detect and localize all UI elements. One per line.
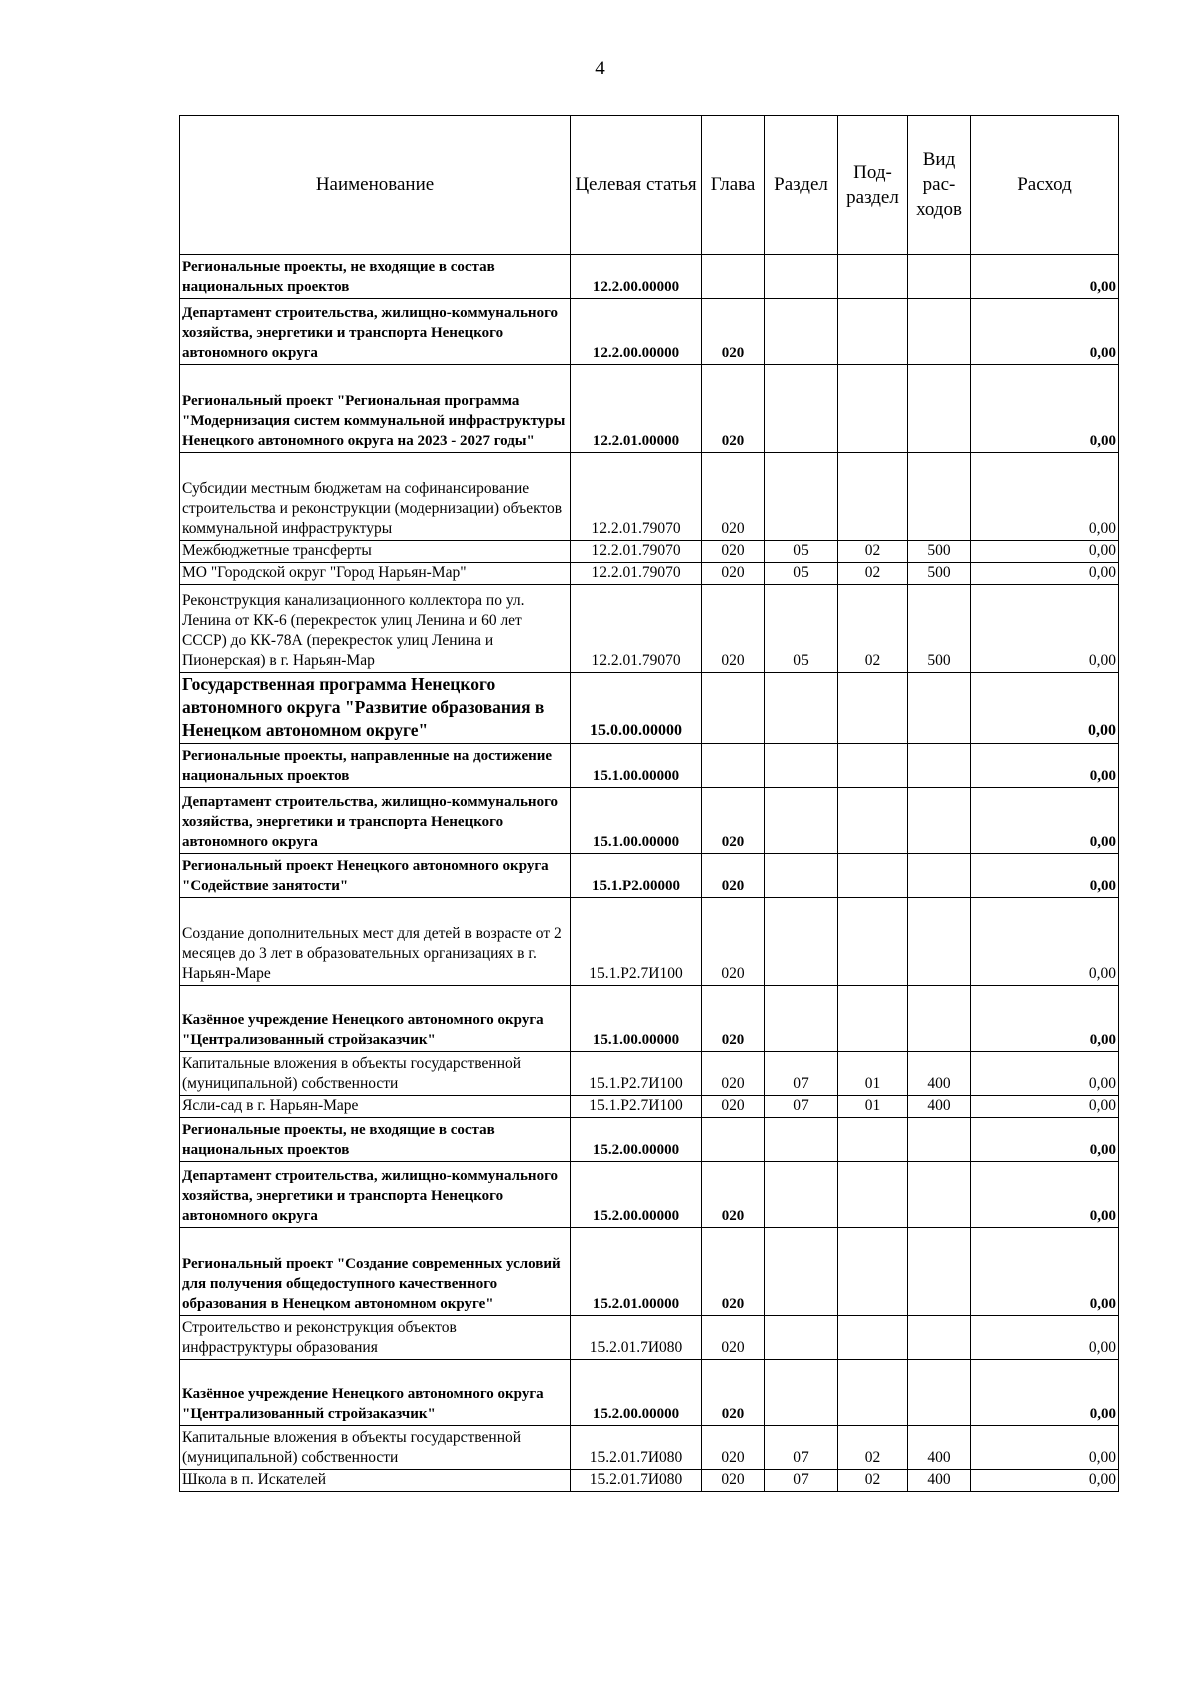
header-row — [180, 116, 1119, 255]
row-section — [765, 788, 838, 854]
table-row — [180, 1470, 1119, 1492]
row-section — [765, 744, 838, 788]
row-name: Реконструкция канализационного коллектора по ул. Ленина от КК-6 (перекресток улиц Ленина и 60 лет СССР) до КК-78А (перекресток улиц Ленина и Пионерская) в г. Нарьян-Мар — [180, 585, 571, 673]
row-section: 05 — [765, 541, 838, 563]
page-number: 4 — [595, 58, 605, 79]
table-row — [180, 365, 1119, 453]
row-name: Государственная программа Ненецкого автономного округа "Развитие образования в Ненецком автономном округе" — [180, 673, 571, 744]
row-amount: 0,00 — [971, 1052, 1119, 1096]
row-expense-type — [908, 255, 971, 299]
row-subsection: 02 — [838, 541, 908, 563]
table-row — [180, 541, 1119, 563]
row-subsection: 02 — [838, 563, 908, 585]
row-chapter: 020 — [702, 1096, 765, 1118]
row-name: Департамент строительства, жилищно-коммунального хозяйства, энергетики и транспорта Ненецкого автономного округа — [180, 788, 571, 854]
table-row — [180, 453, 1119, 541]
row-amount: 0,00 — [971, 1316, 1119, 1360]
row-chapter: 020 — [702, 986, 765, 1052]
row-amount: 0,00 — [971, 1470, 1119, 1492]
row-name: Капитальные вложения в объекты государственной (муниципальной) собственности — [180, 1052, 571, 1096]
row-section — [765, 854, 838, 898]
row-name: МО "Городской округ "Город Нарьян-Мар" — [180, 563, 571, 585]
row-expense-type — [908, 854, 971, 898]
row-amount: 0,00 — [971, 1426, 1119, 1470]
row-chapter: 020 — [702, 563, 765, 585]
row-target-article: 15.1.00.00000 — [571, 986, 702, 1052]
row-target-article: 15.2.01.7И080 — [571, 1316, 702, 1360]
row-target-article: 15.2.01.7И080 — [571, 1426, 702, 1470]
row-amount: 0,00 — [971, 788, 1119, 854]
row-chapter — [702, 673, 765, 744]
row-subsection — [838, 986, 908, 1052]
row-section — [765, 1162, 838, 1228]
row-section: 05 — [765, 563, 838, 585]
table-row — [180, 1360, 1119, 1426]
row-subsection — [838, 299, 908, 365]
row-amount: 0,00 — [971, 563, 1119, 585]
row-amount: 0,00 — [971, 365, 1119, 453]
row-section — [765, 898, 838, 986]
row-name: Департамент строительства, жилищно-коммунального хозяйства, энергетики и транспорта Ненецкого автономного округа — [180, 1162, 571, 1228]
row-expense-type — [908, 986, 971, 1052]
row-target-article: 15.2.00.00000 — [571, 1360, 702, 1426]
row-name: Региональные проекты, не входящие в состав национальных проектов — [180, 1118, 571, 1162]
table-row — [180, 898, 1119, 986]
row-name: Департамент строительства, жилищно-коммунального хозяйства, энергетики и транспорта Ненецкого автономного округа — [180, 299, 571, 365]
table-row — [180, 1118, 1119, 1162]
row-section — [765, 673, 838, 744]
row-section — [765, 299, 838, 365]
table-row — [180, 1316, 1119, 1360]
row-expense-type — [908, 365, 971, 453]
row-subsection — [838, 453, 908, 541]
budget-table — [179, 115, 1119, 1492]
row-name: Казённое учреждение Ненецкого автономного округа "Централизованный стройзаказчик" — [180, 986, 571, 1052]
row-name: Капитальные вложения в объекты государственной (муниципальной) собственности — [180, 1426, 571, 1470]
header-target: Целевая статья — [571, 116, 702, 255]
table-row — [180, 1096, 1119, 1118]
row-name: Региональные проекты, не входящие в состав национальных проектов — [180, 255, 571, 299]
table-row — [180, 788, 1119, 854]
row-expense-type: 500 — [908, 585, 971, 673]
row-subsection: 02 — [838, 1470, 908, 1492]
row-subsection — [838, 255, 908, 299]
row-chapter: 020 — [702, 898, 765, 986]
row-section: 07 — [765, 1426, 838, 1470]
row-expense-type — [908, 1228, 971, 1316]
table-row — [180, 585, 1119, 673]
row-amount: 0,00 — [971, 673, 1119, 744]
row-name: Казённое учреждение Ненецкого автономного округа "Централизованный стройзаказчик" — [180, 1360, 571, 1426]
row-section — [765, 365, 838, 453]
row-amount: 0,00 — [971, 1162, 1119, 1228]
table-row — [180, 1228, 1119, 1316]
row-target-article: 15.1.Р2.00000 — [571, 854, 702, 898]
table-row — [180, 1052, 1119, 1096]
row-chapter: 020 — [702, 453, 765, 541]
row-amount: 0,00 — [971, 986, 1119, 1052]
table-row — [180, 1426, 1119, 1470]
row-subsection — [838, 365, 908, 453]
row-chapter: 020 — [702, 1052, 765, 1096]
row-chapter: 020 — [702, 854, 765, 898]
row-chapter — [702, 744, 765, 788]
row-chapter: 020 — [702, 1360, 765, 1426]
row-section: 07 — [765, 1470, 838, 1492]
row-target-article: 12.2.01.79070 — [571, 585, 702, 673]
row-chapter: 020 — [702, 1316, 765, 1360]
row-target-article: 12.2.00.00000 — [571, 299, 702, 365]
row-expense-type: 500 — [908, 563, 971, 585]
row-amount: 0,00 — [971, 1360, 1119, 1426]
row-target-article: 12.2.01.00000 — [571, 365, 702, 453]
row-chapter: 020 — [702, 365, 765, 453]
row-expense-type: 400 — [908, 1470, 971, 1492]
row-amount: 0,00 — [971, 541, 1119, 563]
row-target-article: 12.2.00.00000 — [571, 255, 702, 299]
row-expense-type — [908, 673, 971, 744]
header-amount: Расход — [971, 116, 1119, 255]
row-chapter: 020 — [702, 1426, 765, 1470]
row-name: Школа в п. Искателей — [180, 1470, 571, 1492]
row-expense-type — [908, 1118, 971, 1162]
row-expense-type — [908, 1360, 971, 1426]
row-section — [765, 1360, 838, 1426]
row-amount: 0,00 — [971, 585, 1119, 673]
row-subsection — [838, 854, 908, 898]
row-target-article: 15.2.00.00000 — [571, 1118, 702, 1162]
row-target-article: 15.2.00.00000 — [571, 1162, 702, 1228]
row-expense-type — [908, 299, 971, 365]
row-chapter: 020 — [702, 299, 765, 365]
header-name: Наименование — [180, 116, 571, 255]
row-amount: 0,00 — [971, 255, 1119, 299]
row-subsection — [838, 1360, 908, 1426]
row-name: Строительство и реконструкция объектов инфраструктуры образования — [180, 1316, 571, 1360]
header-section: Раздел — [765, 116, 838, 255]
row-amount: 0,00 — [971, 744, 1119, 788]
row-expense-type — [908, 1316, 971, 1360]
row-target-article: 15.1.Р2.7И100 — [571, 1052, 702, 1096]
row-name: Ясли-сад в г. Нарьян-Маре — [180, 1096, 571, 1118]
row-name: Создание дополнительных мест для детей в возрасте от 2 месяцев до 3 лет в образовательных организациях в г. Нарьян-Маре — [180, 898, 571, 986]
row-subsection: 02 — [838, 585, 908, 673]
row-chapter — [702, 255, 765, 299]
row-section: 07 — [765, 1052, 838, 1096]
row-target-article: 15.0.00.00000 — [571, 673, 702, 744]
row-chapter: 020 — [702, 585, 765, 673]
row-chapter: 020 — [702, 1470, 765, 1492]
row-target-article: 15.2.01.7И080 — [571, 1470, 702, 1492]
row-subsection: 01 — [838, 1052, 908, 1096]
row-subsection — [838, 744, 908, 788]
row-amount: 0,00 — [971, 299, 1119, 365]
row-section — [765, 255, 838, 299]
row-target-article: 15.1.Р2.7И100 — [571, 1096, 702, 1118]
row-chapter: 020 — [702, 541, 765, 563]
row-target-article: 12.2.01.79070 — [571, 541, 702, 563]
row-expense-type: 500 — [908, 541, 971, 563]
row-expense-type: 400 — [908, 1096, 971, 1118]
header-subsection: Под- раздел — [838, 116, 908, 255]
row-expense-type — [908, 1162, 971, 1228]
row-subsection — [838, 1118, 908, 1162]
row-section: 07 — [765, 1096, 838, 1118]
row-target-article: 12.2.01.79070 — [571, 563, 702, 585]
row-target-article: 15.1.00.00000 — [571, 788, 702, 854]
row-expense-type — [908, 898, 971, 986]
row-amount: 0,00 — [971, 1118, 1119, 1162]
row-amount: 0,00 — [971, 1096, 1119, 1118]
row-expense-type — [908, 744, 971, 788]
row-subsection — [838, 673, 908, 744]
table-row — [180, 673, 1119, 744]
table-row — [180, 986, 1119, 1052]
table-row — [180, 854, 1119, 898]
row-name: Региональный проект Ненецкого автономного округа "Содействие занятости" — [180, 854, 571, 898]
row-amount: 0,00 — [971, 453, 1119, 541]
row-subsection: 02 — [838, 1426, 908, 1470]
row-expense-type — [908, 453, 971, 541]
row-expense-type: 400 — [908, 1426, 971, 1470]
row-section — [765, 986, 838, 1052]
row-target-article: 15.1.00.00000 — [571, 744, 702, 788]
row-chapter: 020 — [702, 1228, 765, 1316]
table-row — [180, 299, 1119, 365]
table-row — [180, 1162, 1119, 1228]
table-row — [180, 563, 1119, 585]
table-row — [180, 255, 1119, 299]
row-section: 05 — [765, 585, 838, 673]
row-subsection — [838, 1162, 908, 1228]
row-name: Региональный проект "Региональная программа "Модернизация систем коммунальной инфраструктуры Ненецкого автономного округа на 2023 - 2027 годы" — [180, 365, 571, 453]
table-row — [180, 744, 1119, 788]
row-name: Межбюджетные трансферты — [180, 541, 571, 563]
row-name: Субсидии местным бюджетам на софинансирование строительства и реконструкции (модернизации) объектов коммунальной инфраструктуры — [180, 453, 571, 541]
header-expense-type: Вид рас- ходов — [908, 116, 971, 255]
row-subsection — [838, 898, 908, 986]
row-section — [765, 1316, 838, 1360]
row-section — [765, 1118, 838, 1162]
row-subsection — [838, 1228, 908, 1316]
row-subsection — [838, 1316, 908, 1360]
row-amount: 0,00 — [971, 898, 1119, 986]
row-name: Региональные проекты, направленные на достижение национальных проектов — [180, 744, 571, 788]
row-expense-type: 400 — [908, 1052, 971, 1096]
row-subsection — [838, 788, 908, 854]
row-expense-type — [908, 788, 971, 854]
row-amount: 0,00 — [971, 1228, 1119, 1316]
row-section — [765, 453, 838, 541]
row-chapter: 020 — [702, 1162, 765, 1228]
row-chapter: 020 — [702, 788, 765, 854]
row-target-article: 12.2.01.79070 — [571, 453, 702, 541]
row-subsection: 01 — [838, 1096, 908, 1118]
row-target-article: 15.1.Р2.7И100 — [571, 898, 702, 986]
row-amount: 0,00 — [971, 854, 1119, 898]
row-target-article: 15.2.01.00000 — [571, 1228, 702, 1316]
row-section — [765, 1228, 838, 1316]
header-chapter: Глава — [702, 116, 765, 255]
row-chapter — [702, 1118, 765, 1162]
row-name: Региональный проект "Создание современных условий для получения общедоступного качественного образования в Ненецком автономном округе" — [180, 1228, 571, 1316]
